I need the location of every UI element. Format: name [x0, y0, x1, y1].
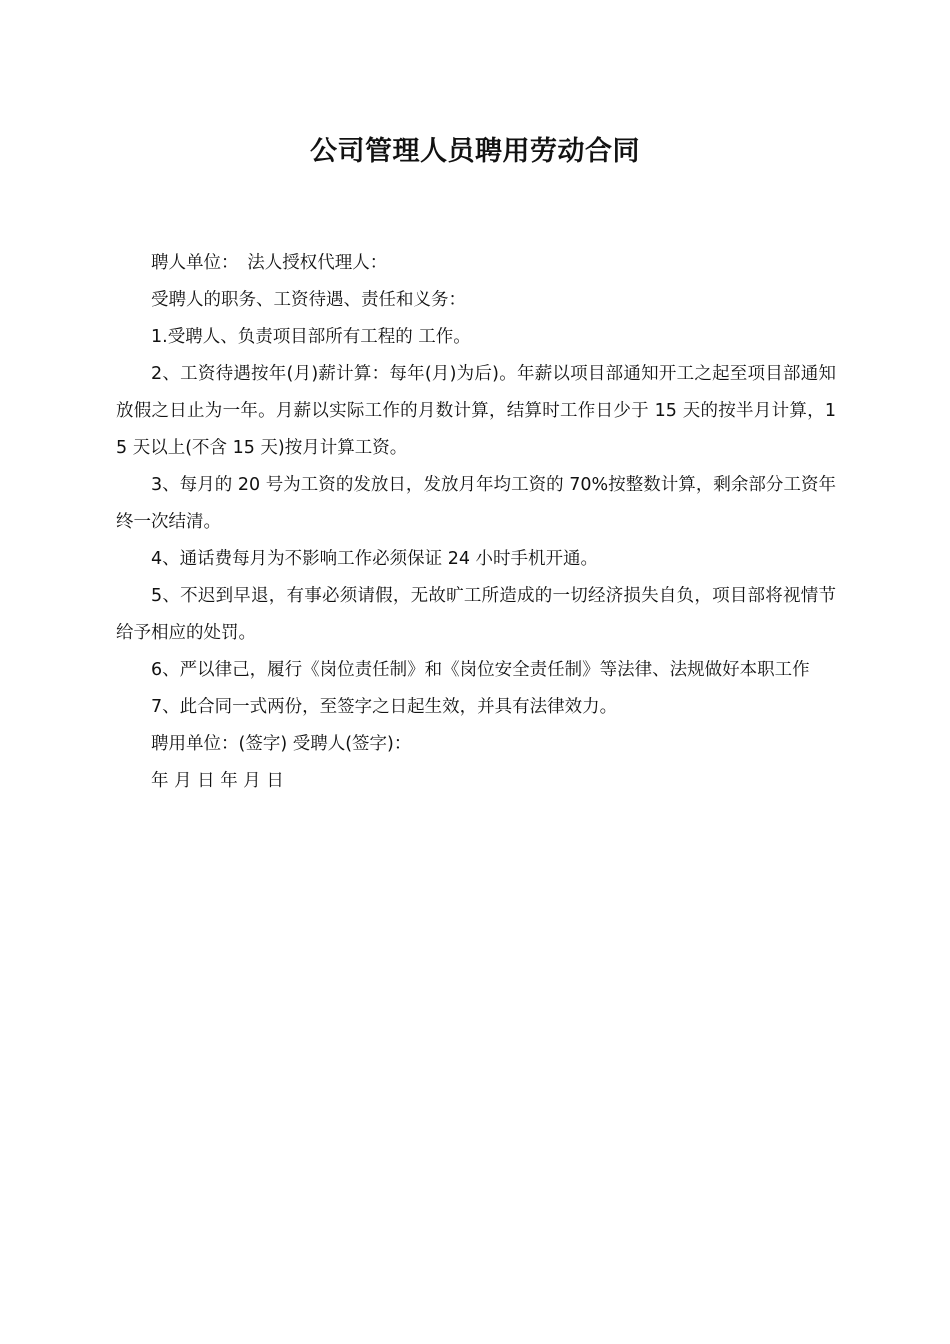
clause-6: 6、严以律己，履行《岗位责任制》和《岗位安全责任制》等法律、法规做好本职工作 [151, 660, 810, 680]
clause-7: 7、此合同一式两份，至签字之日起生效，并具有法律效力。 [151, 697, 618, 717]
clause-2: 2、工资待遇按年(月)薪计算：每年(月)为后)。年薪以项目部通知开工之起至项目部通知放假之日止为一年。月薪以实际工作的月数计算，结算时工作日少于 15 天的按半月计算，15 天以上(不含 15 天)按月计算工资。 [116, 364, 836, 458]
signature-line: 聘用单位：(签字) 受聘人(签字)： [151, 734, 412, 754]
clause-3: 3、每月的 20 号为工资的发放日，发放月年均工资的 70%按整数计算，剩余部分工资年终一次结清。 [116, 475, 836, 532]
clause-1: 1.受聘人、负责项目部所有工程的 工作。 [151, 327, 471, 347]
document-title: 公司管理人员聘用劳动合同 [310, 136, 640, 167]
clause-5: 5、不迟到早退，有事必须请假，无故旷工所造成的一切经济损失自负，项目部将视情节给予相应的处罚。 [116, 586, 836, 643]
employer-line: 聘人单位： 法人授权代理人： [151, 253, 388, 273]
date-line: 年 月 日 年 月 日 [151, 771, 284, 791]
clause-4: 4、通话费每月为不影响工作必须保证 24 小时手机开通。 [151, 549, 599, 569]
document-body [116, 245, 836, 800]
duties-heading: 受聘人的职务、工资待遇、责任和义务： [151, 290, 466, 310]
